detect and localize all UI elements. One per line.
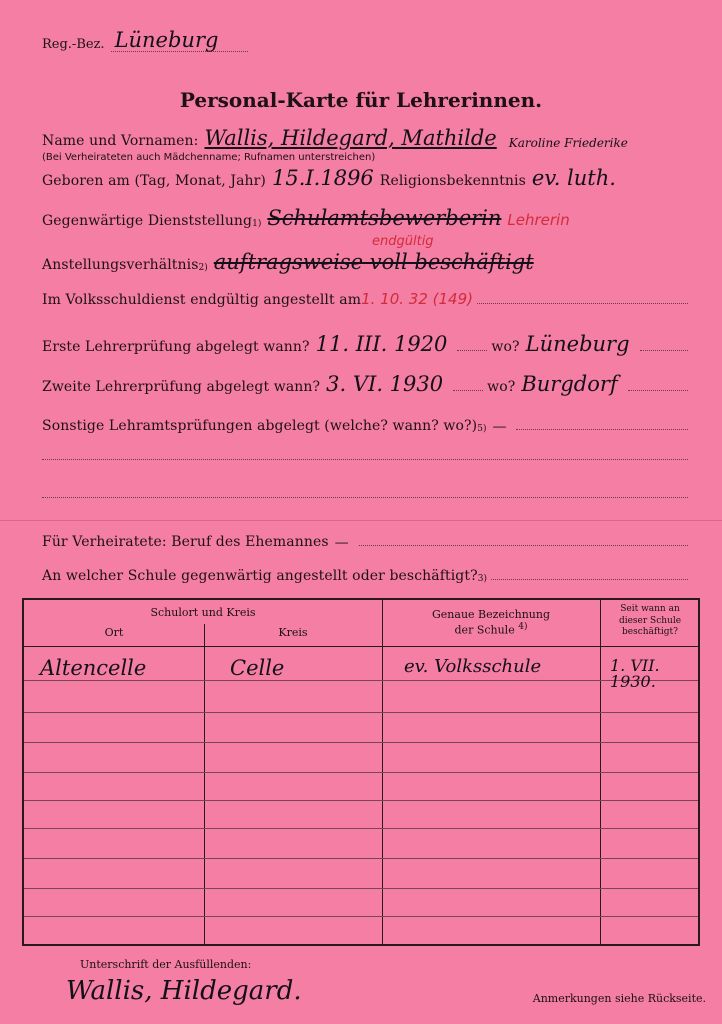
religion-value: ev. luth. [531,166,616,190]
reg-bez-label: Reg.-Bez. [42,37,105,52]
exam1-label: Erste Lehrerprüfung abgelegt wann? [42,339,310,355]
exam1-where-label: wo? [491,339,520,355]
other-exams-label: Sonstige Lehramtsprüfungen abgelegt (welche? wann? wo?) [42,418,478,434]
school-question-row [42,568,692,584]
other-exams-value: — [492,419,507,435]
married-label: Für Verheiratete: Beruf des Ehemannes [42,534,329,550]
exam2-row [42,374,692,395]
signature: Wallis, Hildegard. [66,976,302,1006]
name-extra: Karoline Friederike [508,136,628,150]
col-header-school: Genaue Bezeichnung der Schule $^{4)}$ [432,608,550,637]
col-header-ort: Ort [104,626,124,639]
name-value: Wallis, Hildegard, Mathilde [204,126,497,150]
born-label: Geboren am (Tag, Monat, Jahr) [42,173,266,189]
exam2-where: Burgdorf [521,372,618,396]
name-row [42,128,692,149]
employment-label: Anstellungsverhältnis [42,257,199,273]
school-question-label: An welcher Schule gegenwärtig angestellt oder beschäftigt? [42,568,478,584]
group-header: Schulort und Kreis [150,606,256,619]
reg-bez-value: Lüneburg [111,30,249,52]
cell-since: 1. VII. 1930. [610,656,660,691]
position-footnote: 1) [252,219,262,229]
name-label: Name und Vornamen: [42,133,199,149]
final-value-red: 1. 10. 32 (149) [361,290,473,308]
position-label: Gegenwärtige Dienststellung [42,213,253,229]
school-question-footnote: 3) [477,574,487,584]
footnote-reference: Anmerkungen siehe Rückseite. [532,992,706,1005]
card-title: Personal-Karte für Lehrerinnen. [179,88,543,112]
cell-ort: Altencelle [40,656,147,680]
cell-school: ev. Volksschule [404,656,542,677]
born-value: 15.I.1896 [271,166,374,190]
exam2-date: 3. VI. 1930 [326,372,444,396]
col-header-since: Seit wann an dieser Schule beschäftigt? [618,604,682,638]
exam2-label: Zweite Lehrerprüfung abgelegt wann? [42,379,321,395]
school-table [22,598,700,946]
reg-bez-row [42,30,254,52]
final-row [42,290,692,308]
exam2-where-label: wo? [487,379,516,395]
employment-value-struck: auftragsweise voll beschäftigt [213,250,534,274]
col-header-kreis: Kreis [278,626,308,639]
other-exams-row [42,418,692,434]
employment-value-red: endgültig [372,234,434,249]
exam1-where: Lüneburg [525,332,630,356]
exam1-row [42,334,692,355]
employment-row [42,234,692,274]
exam1-date: 11. III. 1920 [315,332,448,356]
employment-footnote: 2) [198,263,208,273]
position-value-red: Lehrerin [507,211,570,229]
born-row [42,168,692,189]
position-row [42,208,692,229]
position-value-struck: Schulamtsbewerberin [267,206,502,230]
married-row [42,534,692,550]
religion-label: Religionsbekenntnis [379,173,526,189]
final-label: Im Volksschuldienst endgültig angestellt am [42,292,362,308]
other-exams-footnote: 5) [477,424,487,434]
signature-label: Unterschrift der Ausfüllenden: [80,958,252,971]
name-note-row [42,152,692,163]
name-note: (Bei Verheirateten auch Mädchenname; Rufnamen unterstreichen) [42,152,376,163]
married-value: — [334,535,349,551]
cell-kreis: Celle [230,656,285,680]
